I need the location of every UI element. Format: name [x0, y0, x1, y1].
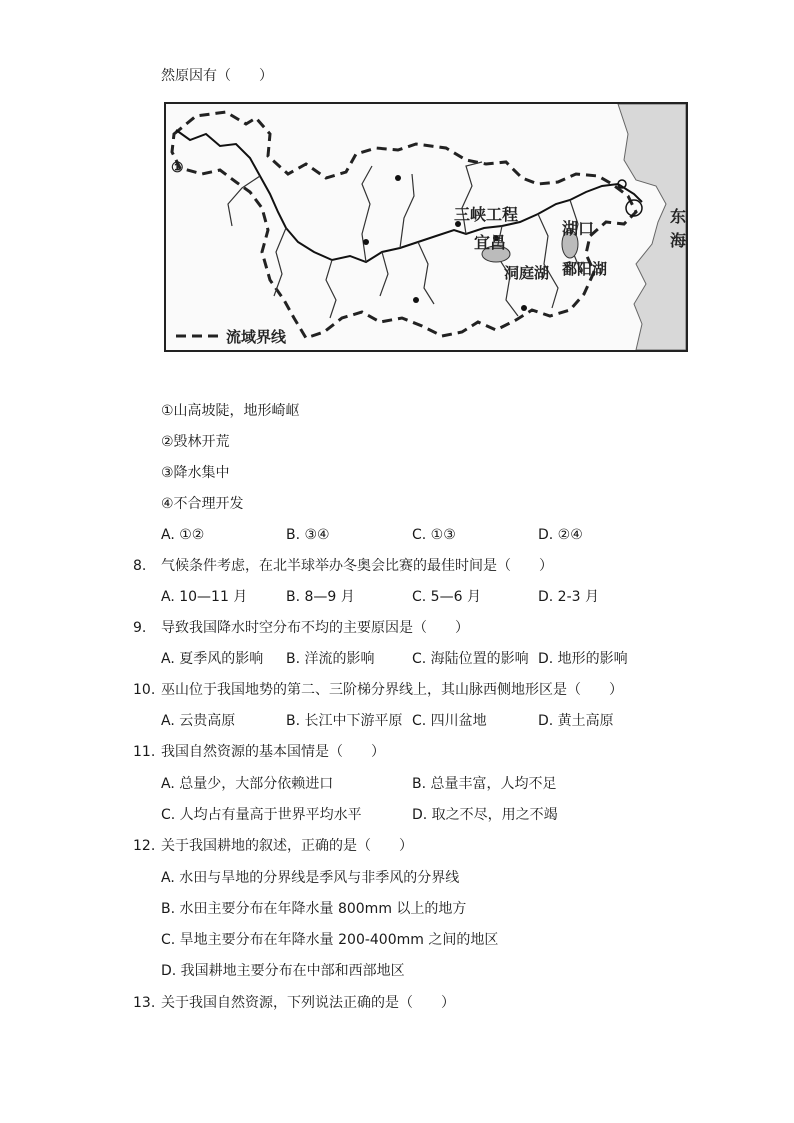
map-label-dong: 东	[670, 207, 687, 226]
q10-option-d[interactable]: D. 黄土高原	[538, 713, 614, 729]
question-7-stem-tail: 然原因有（ ）	[161, 68, 273, 84]
map-marker-1: ①	[171, 160, 184, 176]
yangtze-basin-map	[164, 102, 688, 352]
q9-option-c[interactable]: C. 海陆位置的影响	[412, 651, 529, 667]
map-label-dongting: 洞庭湖	[504, 264, 550, 282]
q9-stem: 导致我国降水时空分布不均的主要原因是（ ）	[161, 620, 469, 636]
q7-statement-1: ①山高坡陡，地形崎岖	[161, 403, 300, 419]
q9-option-a[interactable]: A. 夏季风的影响	[161, 651, 264, 667]
q11-option-c[interactable]: C. 人均占有量高于世界平均水平	[161, 807, 362, 823]
q7-statement-3: ③降水集中	[161, 465, 230, 481]
map-graphic	[166, 104, 686, 350]
q9-option-d[interactable]: D. 地形的影响	[538, 651, 628, 667]
q10-stem: 巫山位于我国地势的第二、三阶梯分界线上，其山脉西侧地形区是（ ）	[161, 682, 623, 698]
q8-number: 8.	[133, 558, 147, 574]
q7-statement-2: ②毁林开荒	[161, 434, 230, 450]
q8-option-c[interactable]: C. 5—6 月	[412, 589, 481, 605]
q8-option-b[interactable]: B. 8—9 月	[286, 589, 355, 605]
q12-option-c[interactable]: C. 旱地主要分布在年降水量 200-400mm 之间的地区	[161, 932, 499, 948]
q11-option-b[interactable]: B. 总量丰富，人均不足	[412, 776, 557, 792]
q12-option-b[interactable]: B. 水田主要分布在年降水量 800mm 以上的地方	[161, 901, 467, 917]
q7-option-a[interactable]: A. ①②	[161, 527, 205, 543]
q12-option-a[interactable]: A. 水田与旱地的分界线是季风与非季风的分界线	[161, 870, 460, 886]
q12-option-d[interactable]: D. 我国耕地主要分布在中部和西部地区	[161, 963, 405, 979]
q8-option-d[interactable]: D. 2-3 月	[538, 589, 599, 605]
q12-stem: 关于我国耕地的叙述，正确的是（ ）	[161, 838, 413, 854]
q7-option-c[interactable]: C. ①③	[412, 527, 456, 543]
q10-option-c[interactable]: C. 四川盆地	[412, 713, 487, 729]
q7-option-b[interactable]: B. ③④	[286, 527, 330, 543]
q7-statement-4: ④不合理开发	[161, 496, 244, 512]
map-legend-label: 流域界线	[226, 328, 287, 346]
q8-stem: 气候条件考虑，在北半球举办冬奥会比赛的最佳时间是（ ）	[161, 558, 553, 574]
q10-option-b[interactable]: B. 长江中下游平原	[286, 713, 403, 729]
q11-option-d[interactable]: D. 取之不尽，用之不竭	[412, 807, 558, 823]
map-label-poyang: 鄱阳湖	[562, 260, 608, 278]
q12-number: 12.	[133, 838, 156, 854]
map-label-yichang: 宜昌	[474, 233, 507, 252]
map-label-hai: 海	[670, 231, 687, 250]
q9-option-b[interactable]: B. 洋流的影响	[286, 651, 375, 667]
q13-stem: 关于我国自然资源，下列说法正确的是（ ）	[161, 995, 455, 1011]
map-label-hukou: 湖口	[562, 219, 595, 238]
map-label-sanxia: 三峡工程	[454, 205, 519, 224]
q11-option-a[interactable]: A. 总量少，大部分依赖进口	[161, 776, 334, 792]
q13-number: 13.	[133, 995, 156, 1011]
q8-option-a[interactable]: A. 10—11 月	[161, 589, 248, 605]
q10-number: 10.	[133, 682, 156, 698]
q9-number: 9.	[133, 620, 147, 636]
q10-option-a[interactable]: A. 云贵高原	[161, 713, 236, 729]
q11-stem: 我国自然资源的基本国情是（ ）	[161, 744, 385, 760]
q11-number: 11.	[133, 744, 156, 760]
q7-option-d[interactable]: D. ②④	[538, 527, 583, 543]
